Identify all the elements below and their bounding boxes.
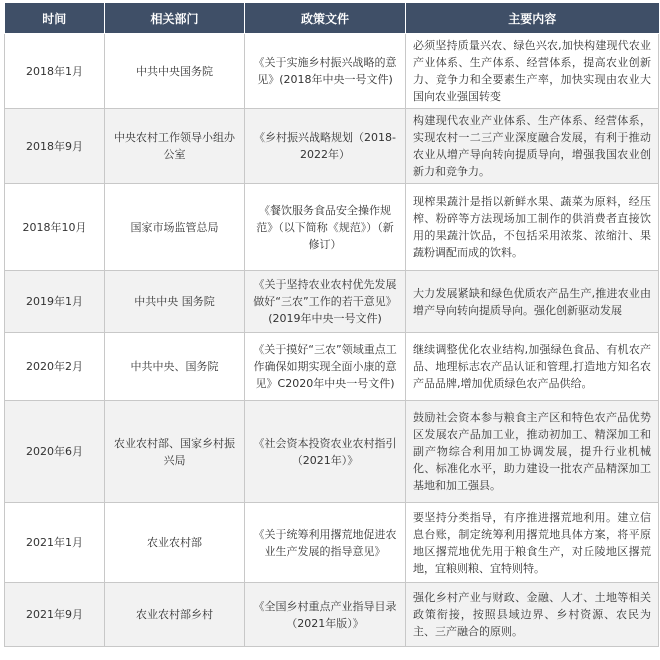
table-row bbox=[5, 333, 659, 401]
cell-main-content: 现榨果蔬汁是指以新鲜水果、蔬菜为原料，经压榨、粉碎等方法现场加工制作的供消费者直接饮用的果蔬汁饮品，不包括采用浓浆、浓缩汁、果蔬粉调配而成的饮料。 bbox=[406, 184, 659, 271]
header-time: 时间 bbox=[5, 3, 105, 34]
cell-department: 农业农村部 bbox=[105, 503, 245, 583]
cell-time: 2020年6月 bbox=[5, 401, 105, 503]
table-header-row bbox=[5, 3, 659, 34]
cell-time: 2020年2月 bbox=[5, 333, 105, 401]
table-row bbox=[5, 401, 659, 503]
table-row bbox=[5, 583, 659, 647]
table-row bbox=[5, 184, 659, 271]
table-row bbox=[5, 34, 659, 109]
cell-department: 中共中央、国务院 bbox=[105, 333, 245, 401]
cell-main-content: 要坚持分类指导，有序推进撂荒地利用。建立信息台账，制定统筹利用撂荒地具体方案，将平原地区撂荒地优先用于粮食生产，对丘陵地区撂荒地，宜粮则粮、宜特则特。 bbox=[406, 503, 659, 583]
cell-department: 中共中央国务院 bbox=[105, 34, 245, 109]
header-department: 相关部门 bbox=[105, 3, 245, 34]
table-row bbox=[5, 503, 659, 583]
cell-policy-document: 《餐饮服务食品安全操作规范》（以下简称《规范》）（新修订） bbox=[245, 184, 406, 271]
table-row bbox=[5, 271, 659, 333]
cell-main-content: 构建现代农业产业体系、生产体系、经营体系，实现农村一二三产业深度融合发展，有利于推动农业从增产导向转向提质导向，增强我国农业创新力和竞争力。 bbox=[406, 109, 659, 184]
policy-table bbox=[4, 3, 659, 647]
header-main-content: 主要内容 bbox=[406, 3, 659, 34]
cell-policy-document: 《关于坚持农业农村优先发展做好“三农”工作的若干意见》(2019年中央一号文件) bbox=[245, 271, 406, 333]
cell-department: 农业农村部、国家乡村振兴局 bbox=[105, 401, 245, 503]
cell-policy-document: 《关于统筹利用撂荒地促进农业生产发展的指导意见》 bbox=[245, 503, 406, 583]
cell-policy-document: 《关于实施乡村振兴战略的意见》(2018年中央一号文件) bbox=[245, 34, 406, 109]
cell-time: 2021年1月 bbox=[5, 503, 105, 583]
header-policy-document: 政策文件 bbox=[245, 3, 406, 34]
cell-department: 国家市场监管总局 bbox=[105, 184, 245, 271]
cell-main-content: 继续调整优化农业结构,加强绿色食品、有机农产品、地理标志农产品认证和管理,打造地方知名农产品品牌,增加优质绿色农产品供给。 bbox=[406, 333, 659, 401]
cell-policy-document: 《关于摸好“三农”领域重点工作确保如期实现全面小康的意见》C2020年中央一号文件) bbox=[245, 333, 406, 401]
cell-main-content: 鼓励社会资本参与粮食主产区和特色农产品优势区发展农产品加工业，推动初加工、精深加工和副产物综合利用加工协调发展，提升行业机械化、标准化水平，助力建设一批农产品精深加工基地和加工强县。 bbox=[406, 401, 659, 503]
cell-time: 2018年10月 bbox=[5, 184, 105, 271]
cell-main-content: 大力发展紧缺和绿色优质农产品生产,推进农业由增产导向转向提质导向。强化创新驱动发展 bbox=[406, 271, 659, 333]
cell-policy-document: 《社会资本投资农业农村指引（2021年）》 bbox=[245, 401, 406, 503]
cell-time: 2018年1月 bbox=[5, 34, 105, 109]
table-row bbox=[5, 109, 659, 184]
cell-department: 中央农村工作领导小组办公室 bbox=[105, 109, 245, 184]
cell-time: 2018年9月 bbox=[5, 109, 105, 184]
cell-department: 农业农村部乡村 bbox=[105, 583, 245, 647]
cell-department: 中共中央 国务院 bbox=[105, 271, 245, 333]
cell-time: 2019年1月 bbox=[5, 271, 105, 333]
policy-table-container bbox=[4, 3, 658, 647]
cell-main-content: 必须坚持质量兴农、绿色兴农,加快构建现代农业产业体系、生产体系、经营体系，提高农业创新力、竞争力和全要素生产率，加快实现由农业大国向农业强国转变 bbox=[406, 34, 659, 109]
cell-main-content: 强化乡村产业与财政、金融、人才、土地等相关政策衔接，按照县域边界、乡村资源、农民为主、三产融合的原则。 bbox=[406, 583, 659, 647]
cell-policy-document: 《全国乡村重点产业指导目录（2021年版）》 bbox=[245, 583, 406, 647]
cell-policy-document: 《乡村振兴战略规划（2018-2022年） bbox=[245, 109, 406, 184]
cell-time: 2021年9月 bbox=[5, 583, 105, 647]
